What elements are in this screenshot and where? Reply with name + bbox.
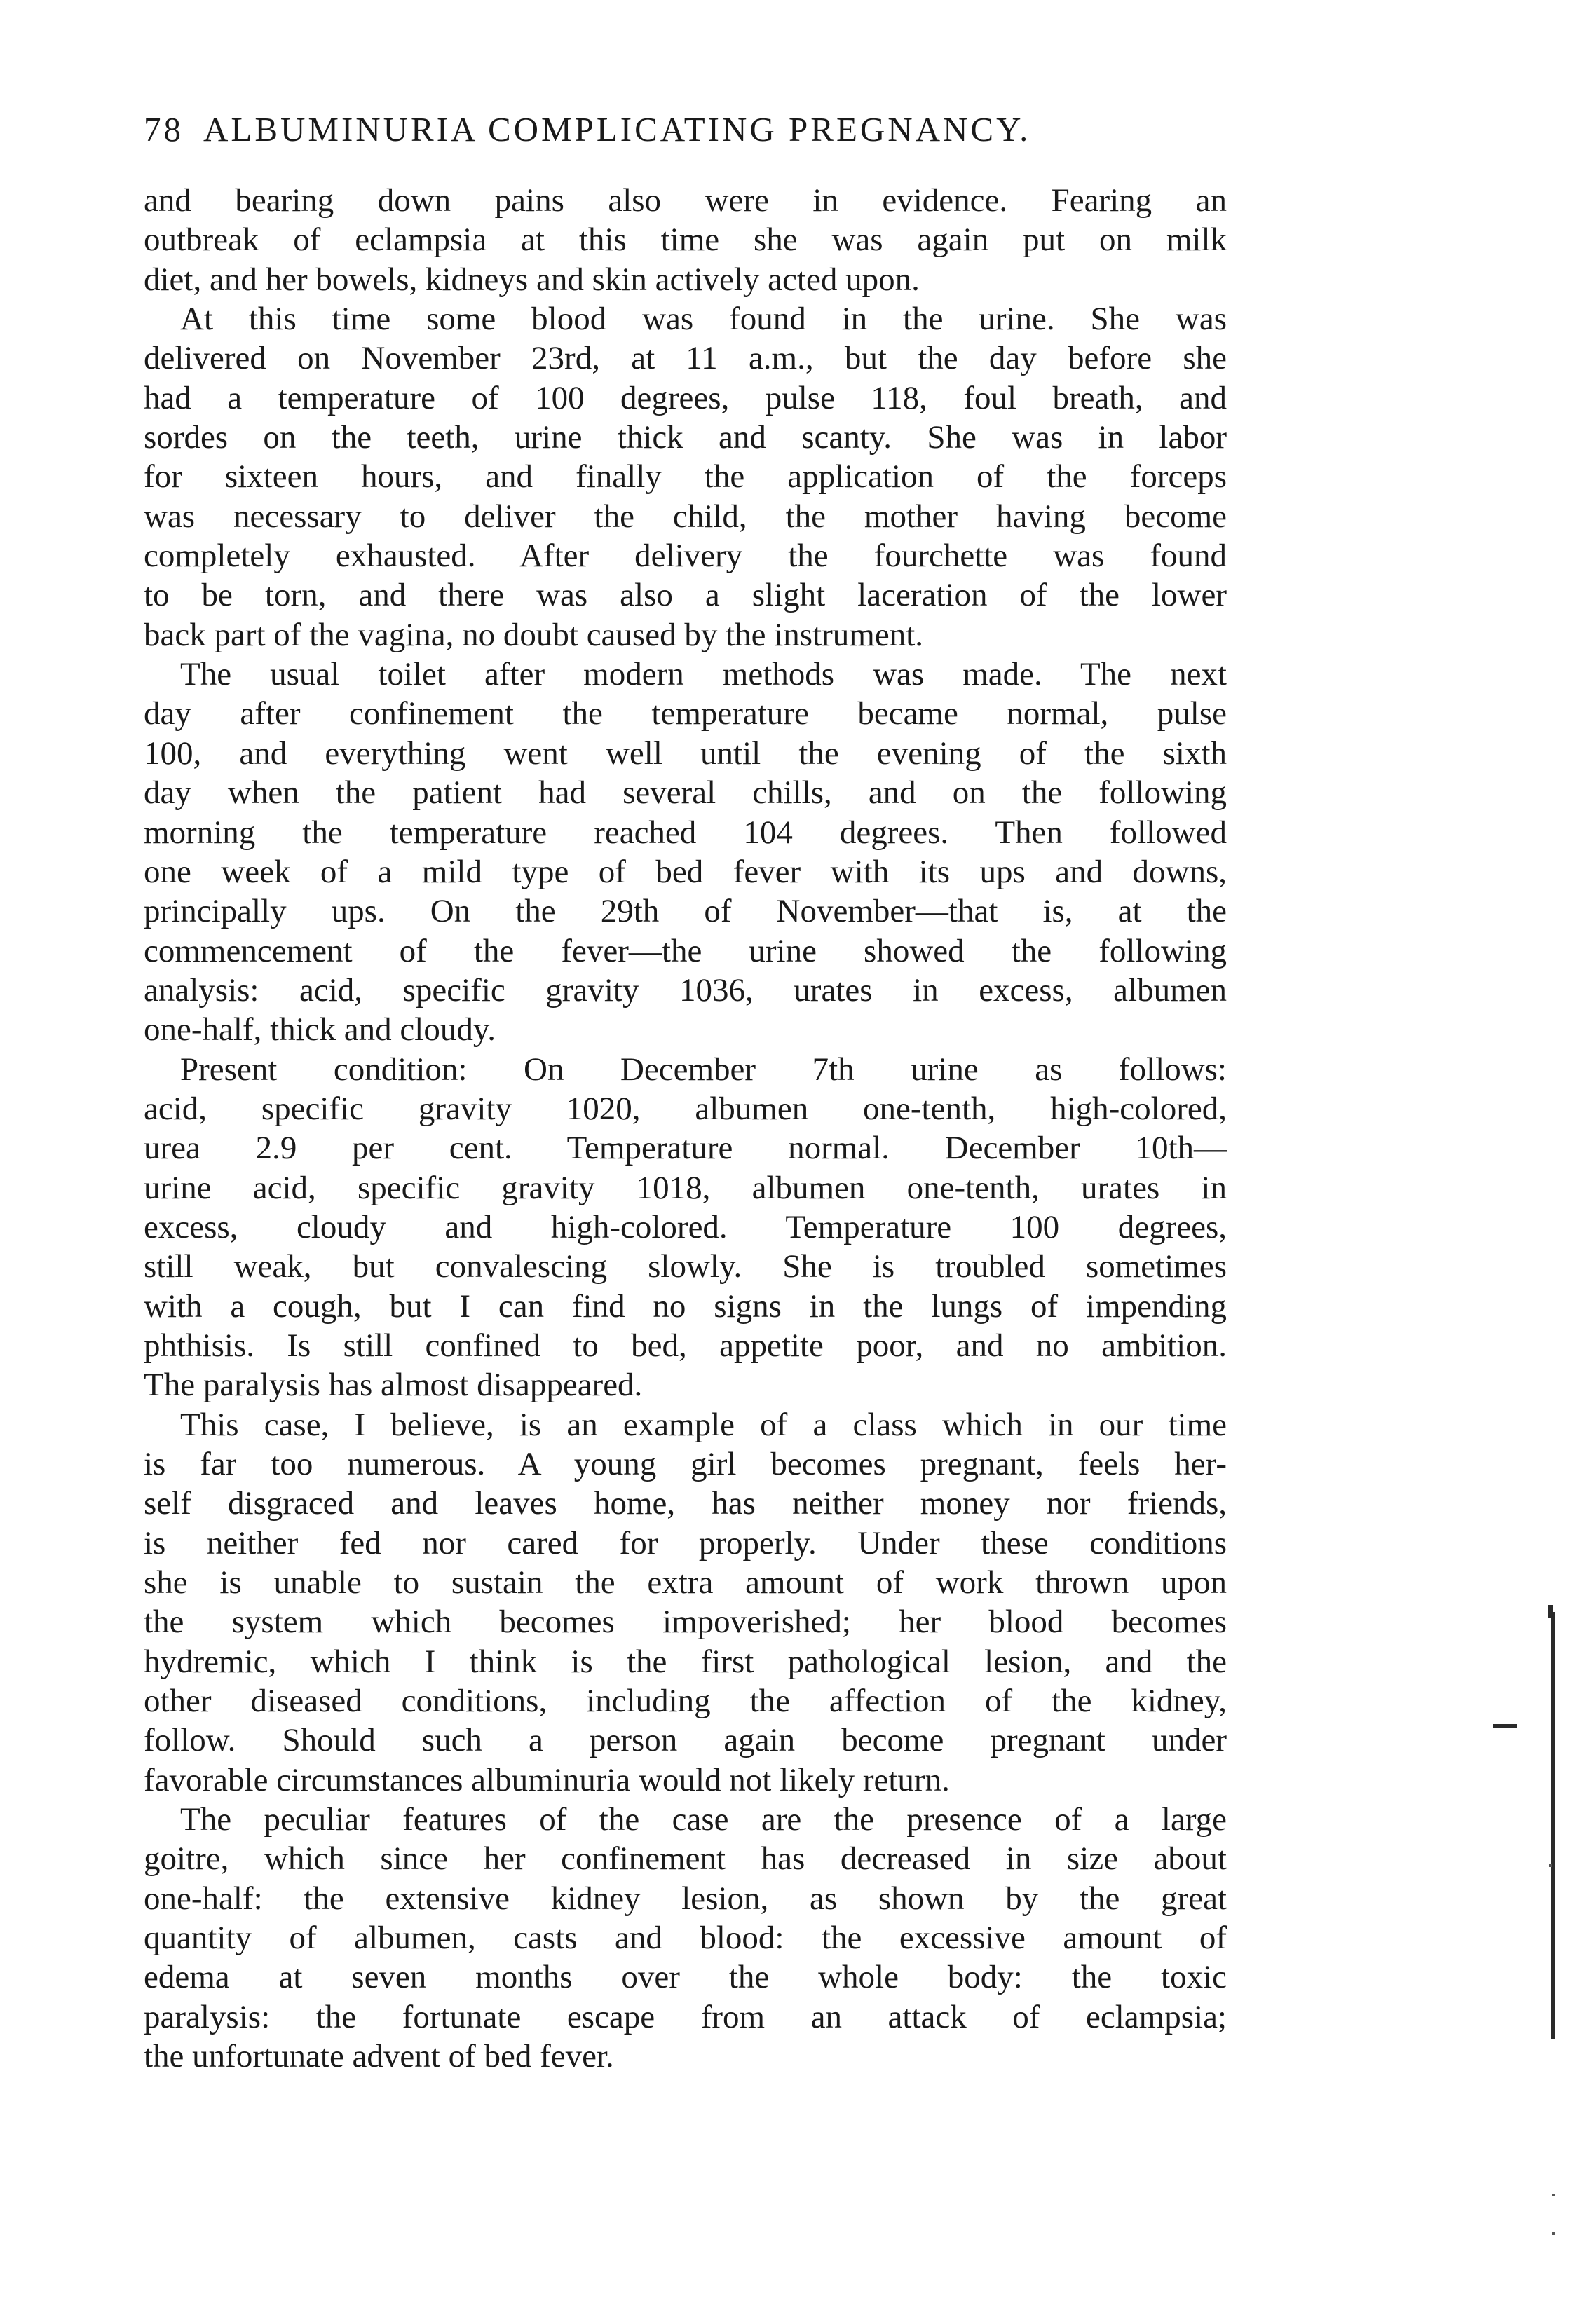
text-line: is neither fed nor cared for properly. Under these conditions xyxy=(144,1524,1227,1561)
text-line: the system which becomes impoverished; her blood becomes xyxy=(144,1604,1227,1641)
text-line: goitre, which since her confinement has decreased in size about xyxy=(144,1840,1227,1878)
text-line: Present condition: On December 7th urine as follows: xyxy=(180,1051,1227,1088)
text-line: 100, and everything went well until the evening of the sixth xyxy=(144,734,1227,772)
text-line: day after confinement the temperature became normal, pulse xyxy=(144,695,1227,732)
text-line: one week of a mild type of bed fever with its ups and downs, xyxy=(144,853,1227,890)
margin-speck xyxy=(1549,1864,1552,1867)
text-line: had a temperature of 100 degrees, pulse 118, foul breath, and xyxy=(144,379,1227,416)
text-line: excess, cloudy and high-colored. Temperature 100 degrees, xyxy=(144,1208,1227,1245)
text-line: one-half, thick and cloudy. xyxy=(144,1011,496,1048)
running-title: ALBUMINURIA COMPLICATING PREGNANCY. xyxy=(203,110,1031,149)
running-header xyxy=(144,105,1223,154)
margin-rule xyxy=(1551,1612,1555,2039)
text-line: favorable circumstances albuminuria would not likely return. xyxy=(144,1761,950,1798)
text-line: urine acid, specific gravity 1018, albumen one-tenth, urates in xyxy=(144,1169,1227,1206)
text-line: still weak, but convalescing slowly. She is troubled sometimes xyxy=(144,1248,1227,1285)
text-line: The paralysis has almost disappeared. xyxy=(144,1367,643,1404)
body-text xyxy=(144,181,1227,2077)
margin-speck xyxy=(1552,2194,1555,2196)
text-line: one-half: the extensive kidney lesion, as shown by the great xyxy=(144,1880,1227,1917)
text-line: self disgraced and leaves home, has neither money nor friends, xyxy=(144,1485,1227,1522)
text-line: other diseased conditions, including the affection of the kidney, xyxy=(144,1683,1227,1720)
margin-speck xyxy=(1552,2232,1555,2235)
text-line: urea 2.9 per cent. Temperature normal. December 10th— xyxy=(144,1130,1227,1167)
text-line: for sixteen hours, and finally the application of the forceps xyxy=(144,458,1227,495)
text-line: with a cough, but I can find no signs in the lungs of impending xyxy=(144,1287,1227,1325)
text-line: edema at seven months over the whole body: the toxic xyxy=(144,1959,1227,1996)
text-line: commencement of the fever—the urine showed the following xyxy=(144,932,1227,969)
text-line: delivered on November 23rd, at 11 a.m., but the day before she xyxy=(144,340,1227,377)
text-line: she is unable to sustain the extra amount of work thrown upon xyxy=(144,1564,1227,1601)
text-line: back part of the vagina, no doubt caused by the instrument. xyxy=(144,616,924,653)
text-line: hydremic, which I think is the first pathological lesion, and the xyxy=(144,1643,1227,1680)
text-line: completely exhausted. After delivery the fourchette was found xyxy=(144,538,1227,575)
text-line: day when the patient had several chills, and on the following xyxy=(144,774,1227,812)
text-line: At this time some blood was found in the urine. She was xyxy=(180,301,1227,338)
text-line: diet, and her bowels, kidneys and skin actively acted upon. xyxy=(144,261,920,298)
margin-dash xyxy=(1493,1724,1517,1728)
text-line: This case, I believe, is an example of a class which in our time xyxy=(180,1406,1227,1443)
text-line: phthisis. Is still confined to bed, appetite poor, and no ambition. xyxy=(144,1327,1227,1364)
text-line: outbreak of eclampsia at this time she was again put on milk xyxy=(144,221,1227,259)
text-line: is far too numerous. A young girl becomes pregnant, feels her- xyxy=(144,1446,1227,1482)
text-line: The peculiar features of the case are the presence of a large xyxy=(180,1801,1227,1838)
page-number: 78 xyxy=(144,110,184,149)
text-line: paralysis: the fortunate escape from an attack of eclampsia; xyxy=(144,1998,1227,2035)
text-line: quantity of albumen, casts and blood: the excessive amount of xyxy=(144,1920,1227,1957)
text-line: morning the temperature reached 104 degrees. Then followed xyxy=(144,814,1227,851)
text-line: The usual toilet after modern methods was made. The next xyxy=(180,656,1227,693)
text-line: and bearing down pains also were in evidence. Fearing an xyxy=(144,182,1227,219)
text-line: sordes on the teeth, urine thick and scanty. She was in labor xyxy=(144,419,1227,456)
text-line: was necessary to deliver the child, the mother having become xyxy=(144,498,1227,535)
text-line: acid, specific gravity 1020, albumen one-tenth, high-colored, xyxy=(144,1090,1227,1127)
text-line: follow. Should such a person again become pregnant under xyxy=(144,1722,1227,1759)
text-line: principally ups. On the 29th of November—that is, at the xyxy=(144,893,1227,930)
text-line: to be torn, and there was also a slight laceration of the lower xyxy=(144,577,1227,614)
text-line: analysis: acid, specific gravity 1036, urates in excess, albumen xyxy=(144,971,1227,1009)
text-line: the unfortunate advent of bed fever. xyxy=(144,2038,614,2075)
